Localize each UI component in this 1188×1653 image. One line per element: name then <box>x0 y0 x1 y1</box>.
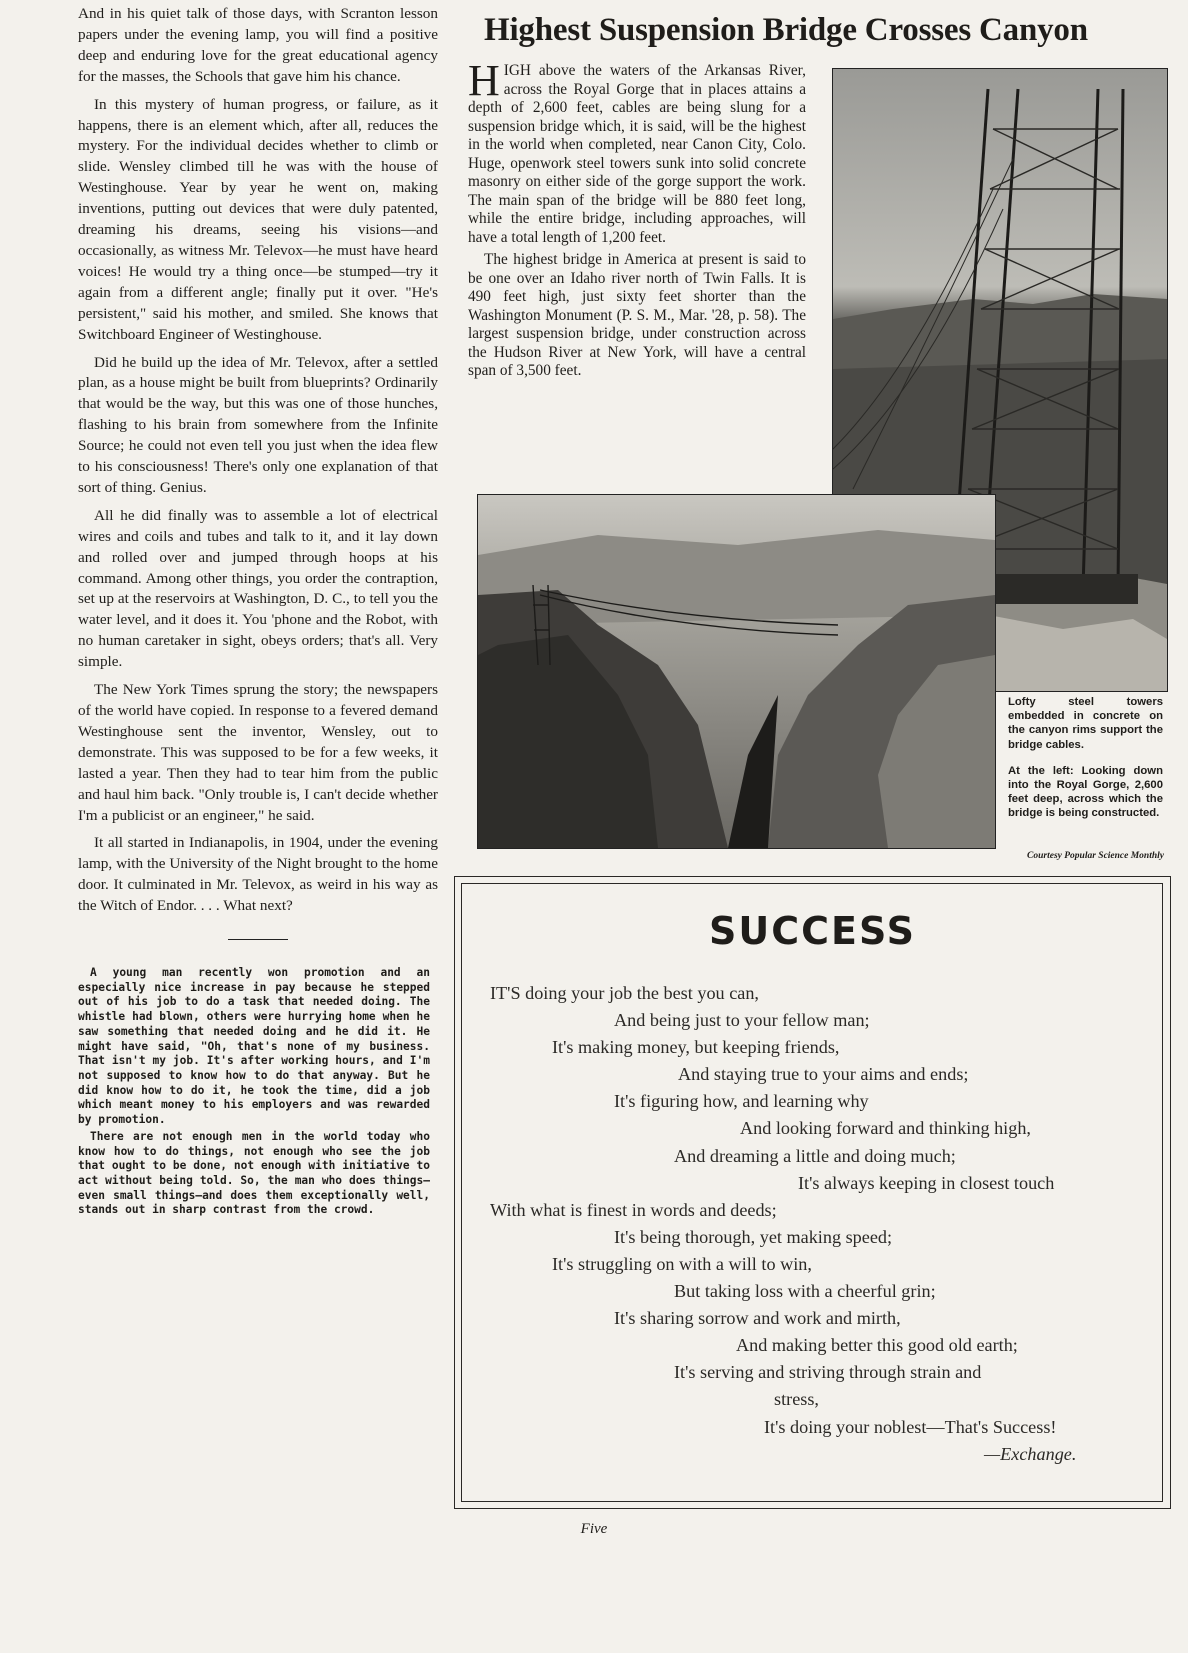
poem-line: It's doing your noblest—That's Success! <box>764 1416 1057 1437</box>
poem-line: And looking forward and thinking high, <box>740 1118 1031 1139</box>
bridge-article <box>468 56 806 385</box>
poem-line: IT'S doing your job the best you can, <box>490 983 759 1003</box>
success-poem <box>490 980 1140 1468</box>
poem-line: It's always keeping in closest touch <box>798 1172 1055 1193</box>
poem-line: And staying true to your aims and ends; <box>678 1064 969 1085</box>
poem-line: And dreaming a little and doing much; <box>674 1145 956 1166</box>
note-paragraph: A young man recently won promotion and an especially nice increase in pay because he stepped out of his job to do a task that needed doing. The whistle had blown, others were hurrying home when he saw something that needed doing and he did it. He might have said, "Oh, that's none of my business. That isn't my job. It's after working hours, and I'm not supposed to know how to do that anyway. But he did know how to do it, he took the time, did a job which meant money to his employers and was rewarded by promotion. <box>78 966 430 1127</box>
article-paragraph: The highest bridge in America at present is said to be one over an Idaho river north of Twin Falls. It is 490 feet high, just sixty feet shorter than the Washington Monument (P. S. M., Mar. '28, p. 58). The largest suspension bridge, under construction across the Hudson River at New York, will have a central span of 3,500 feet. <box>468 251 806 379</box>
poem-line: It's sharing sorrow and work and mirth, <box>614 1308 901 1329</box>
poem-line: It's figuring how, and learning why <box>614 1091 869 1112</box>
poem-line: It's struggling on with a will to win, <box>552 1253 812 1274</box>
photo-credit: Courtesy Popular Science Monthly <box>1027 851 1164 861</box>
caption-gorge: At the left: Looking down into the Royal Gorge, 2,600 feet deep, across which the bridge is being constructed. <box>1008 764 1163 820</box>
drop-cap: H <box>468 56 500 105</box>
poem-line: It's making money, but keeping friends, <box>552 1037 840 1058</box>
left-paragraph: The New York Times sprung the story; the newspapers of the world have copied. In response to a fevered demand Westinghouse sent the inventor, Wensley, out to demonstrate. This was supposed to be for a few weeks, it lasted a year. Then they had to tear him from the public and haul him back. "Only trouble is, I can't decide whether I'm a publicist or an engineer," he said. <box>78 681 438 824</box>
success-title: SUCCESS <box>709 909 916 953</box>
section-divider <box>228 939 288 940</box>
left-column <box>78 4 438 1220</box>
poem-line: It's being thorough, yet making speed; <box>614 1226 893 1247</box>
page-number: Five <box>580 1521 608 1537</box>
caption-towers: Lofty steel towers embedded in concrete on the canyon rims support the bridge cables. <box>1008 696 1163 751</box>
poem-line: It's serving and striving through strain and <box>674 1362 982 1383</box>
royal-gorge-photo <box>477 494 996 849</box>
poem-line: And making better this good old earth; <box>736 1335 1018 1356</box>
article-paragraph: IGH above the waters of the Arkansas River, across the Royal Gorge that in places attains a depth of 2,600 feet, cables are being slung for a suspension bridge which, it is said, will be the highest in the world when completed, near Canon City, Colo. Huge, openwork steel towers sunk into solid concrete masonry on either side of the gorge support the work. The main span of the bridge will be 880 feet long, while the entire bridge, including approaches, will have a total length of 1,200 feet. <box>468 62 806 246</box>
note-paragraph: There are not enough men in the world today who know how to do things, not enough who see the job that ought to be done, not enough with initiative to act without being told. So, the man who does things—even small things—and does them exceptionally well, stands out in sharp contrast from the crowd. <box>78 1129 430 1217</box>
poem-line: And being just to your fellow man; <box>614 1010 870 1031</box>
left-paragraph: All he did finally was to assemble a lot of electrical wires and coils and tubes and talk to it, and it lay down and rolled over and jumped through hoops at his command. Among other things, you order the contraption, set up at the reservoirs at Washington, D. C., to tell you the water level, and it does it. You 'phone and the Robot, with no human caretaker in sight, obeys orders; that's all. Very simple. <box>78 506 438 671</box>
left-paragraph: And in his quiet talk of those days, with Scranton lesson papers under the evening lamp, you will find a positive deep and enduring love for the great educational agency for the masses, the Schools that gave him his chance. <box>78 5 438 85</box>
poem-attribution: —Exchange. <box>984 1443 1077 1464</box>
promotion-note <box>78 966 430 1218</box>
photo-captions <box>1008 695 1163 833</box>
poem-line: With what is finest in words and deeds; <box>490 1199 777 1220</box>
poem-line: But taking loss with a cheerful grin; <box>674 1281 936 1302</box>
left-paragraph: Did he build up the idea of Mr. Televox, after a settled plan, as a house might be built from blueprints? Ordinarily that would be the way, but this was one of those hunches, flashing to his brain from somewhere from the Infinite Source; he could not even tell you just when the idea flew to his consciousness! There's only one explanation of that sort of thing. Genius. <box>78 353 438 496</box>
poem-line: stress, <box>774 1389 819 1410</box>
article-headline: Highest Suspension Bridge Crosses Canyon <box>484 12 1088 48</box>
left-paragraph: In this mystery of human progress, or failure, as it happens, there is an element which, after all, reduces the mystery. For the individual decides whether to climb or slide. Wensley climbed till he was with the house of Westinghouse. Year by year he went on, making inventions, putting out devices that were duly patented, dreaming his dreams, seeing his visions—and occasionally, as witness Mr. Televox—he must have heard voices! He would try a thing once—be stumped—try it again from a different angle; finally put it over. "He's persistent," said his mother, and smiled. She knows that Switchboard Engineer of Westinghouse. <box>78 95 438 343</box>
left-paragraph: It all started in Indianapolis, in 1904, under the evening lamp, with the University of the Night brought to the home door. It culminated in Mr. Televox, as weird in his way as the Witch of Endor. . . . What next? <box>78 834 438 915</box>
